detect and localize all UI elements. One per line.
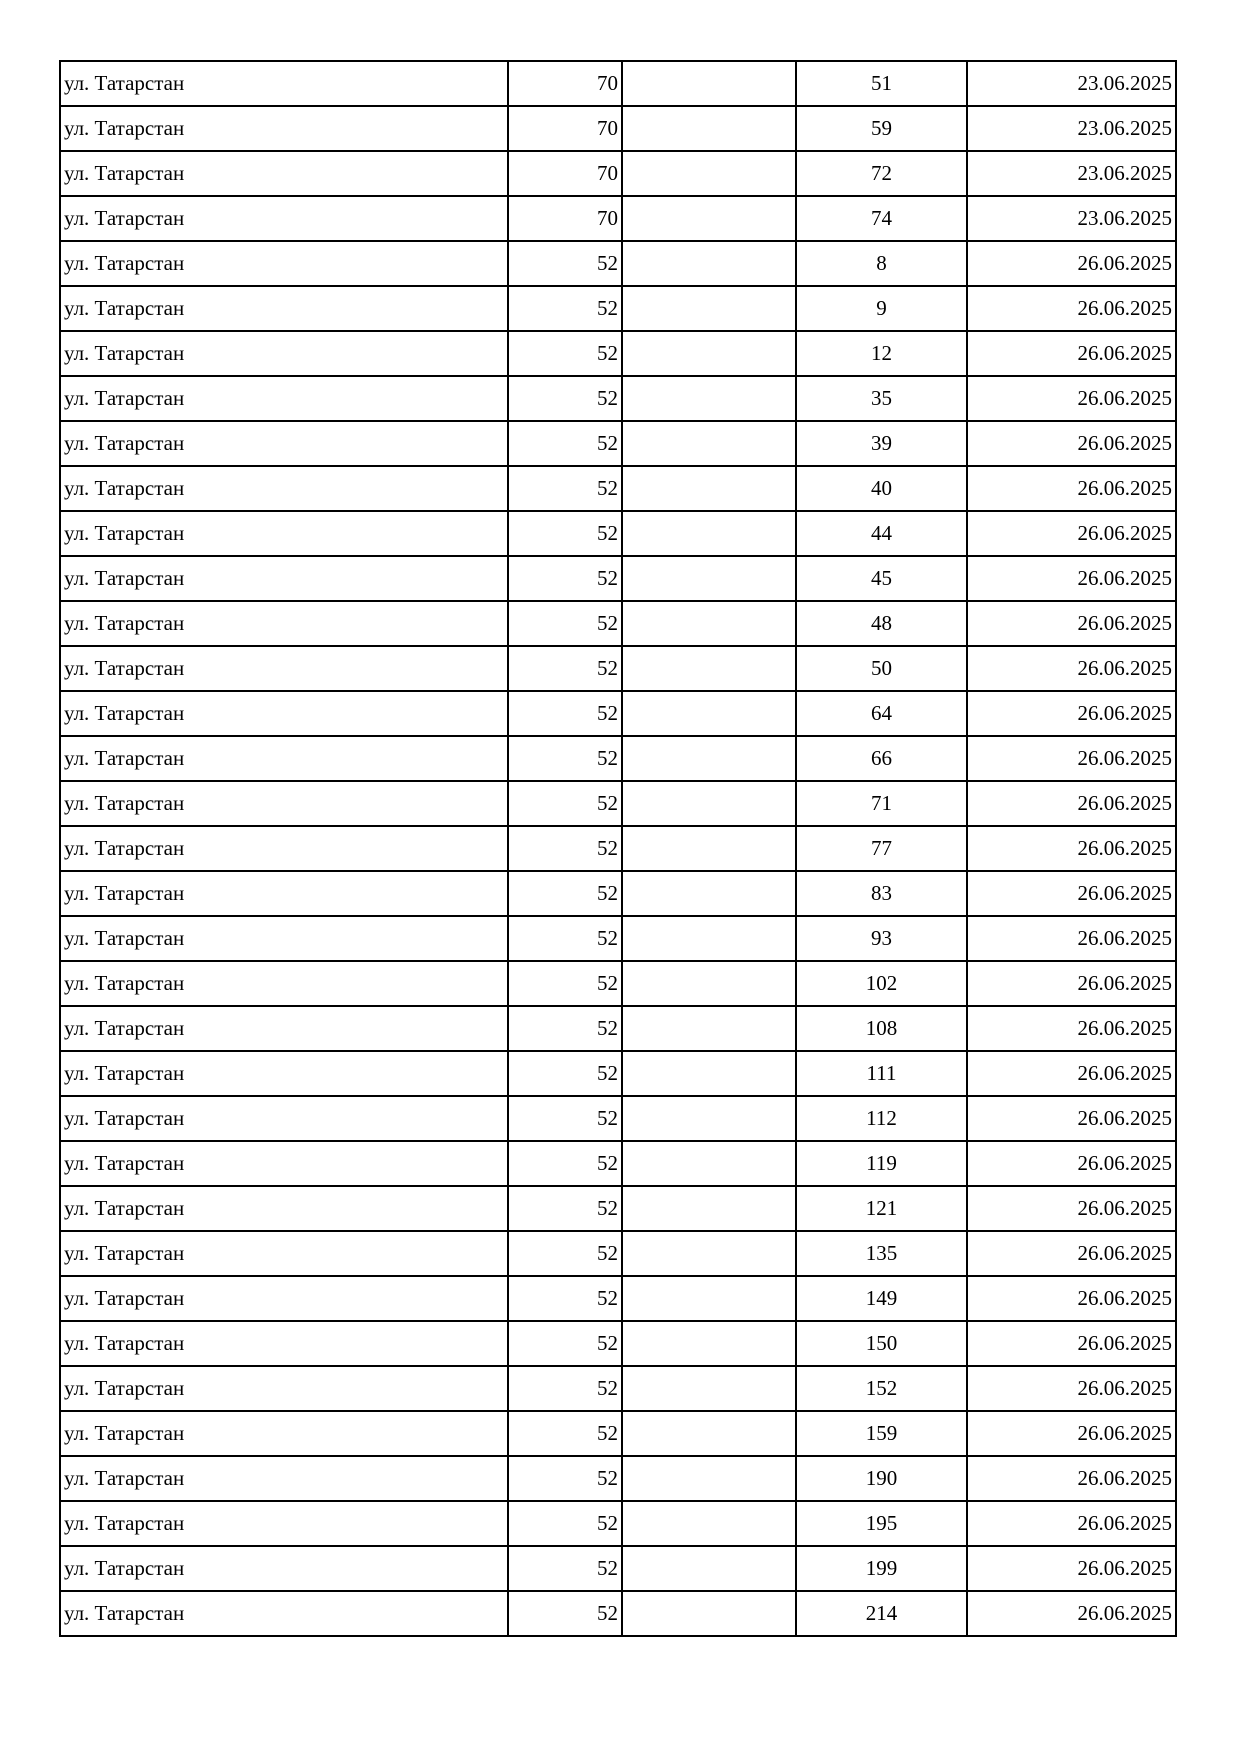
apartment-number-cell: 214 — [796, 1591, 967, 1636]
empty-cell — [622, 1591, 796, 1636]
apartment-number-cell: 39 — [796, 421, 967, 466]
house-number-cell: 52 — [508, 961, 622, 1006]
table-row — [60, 1231, 1176, 1276]
apartment-number-cell: 83 — [796, 871, 967, 916]
date-cell: 26.06.2025 — [967, 1141, 1176, 1186]
street-cell: ул. Татарстан — [60, 1366, 508, 1411]
house-number-cell: 52 — [508, 646, 622, 691]
house-number-cell: 52 — [508, 1366, 622, 1411]
street-cell: ул. Татарстан — [60, 511, 508, 556]
date-cell: 26.06.2025 — [967, 1501, 1176, 1546]
apartment-number-cell: 59 — [796, 106, 967, 151]
date-cell: 26.06.2025 — [967, 1591, 1176, 1636]
house-number-cell: 70 — [508, 61, 622, 106]
street-cell: ул. Татарстан — [60, 1051, 508, 1096]
date-cell: 26.06.2025 — [967, 421, 1176, 466]
empty-cell — [622, 421, 796, 466]
table-row — [60, 556, 1176, 601]
date-cell: 26.06.2025 — [967, 466, 1176, 511]
apartment-number-cell: 40 — [796, 466, 967, 511]
empty-cell — [622, 826, 796, 871]
empty-cell — [622, 1546, 796, 1591]
table-row — [60, 1006, 1176, 1051]
apartment-number-cell: 66 — [796, 736, 967, 781]
street-cell: ул. Татарстан — [60, 1006, 508, 1051]
date-cell: 26.06.2025 — [967, 646, 1176, 691]
house-number-cell: 52 — [508, 1051, 622, 1096]
table-row — [60, 781, 1176, 826]
table-row — [60, 646, 1176, 691]
date-cell: 26.06.2025 — [967, 556, 1176, 601]
address-table-body — [60, 61, 1176, 1636]
apartment-number-cell: 44 — [796, 511, 967, 556]
empty-cell — [622, 1366, 796, 1411]
date-cell: 26.06.2025 — [967, 1321, 1176, 1366]
table-row — [60, 1501, 1176, 1546]
table-row — [60, 826, 1176, 871]
house-number-cell: 52 — [508, 1321, 622, 1366]
house-number-cell: 52 — [508, 1186, 622, 1231]
house-number-cell: 52 — [508, 1231, 622, 1276]
table-row — [60, 1096, 1176, 1141]
date-cell: 26.06.2025 — [967, 1411, 1176, 1456]
empty-cell — [622, 736, 796, 781]
empty-cell — [622, 61, 796, 106]
empty-cell — [622, 196, 796, 241]
empty-cell — [622, 1186, 796, 1231]
street-cell: ул. Татарстан — [60, 1321, 508, 1366]
date-cell: 23.06.2025 — [967, 61, 1176, 106]
apartment-number-cell: 195 — [796, 1501, 967, 1546]
table-row — [60, 151, 1176, 196]
street-cell: ул. Татарстан — [60, 826, 508, 871]
empty-cell — [622, 376, 796, 421]
apartment-number-cell: 9 — [796, 286, 967, 331]
street-cell: ул. Татарстан — [60, 106, 508, 151]
street-cell: ул. Татарстан — [60, 601, 508, 646]
apartment-number-cell: 45 — [796, 556, 967, 601]
date-cell: 26.06.2025 — [967, 1006, 1176, 1051]
street-cell: ул. Татарстан — [60, 556, 508, 601]
house-number-cell: 52 — [508, 871, 622, 916]
house-number-cell: 52 — [508, 916, 622, 961]
house-number-cell: 52 — [508, 241, 622, 286]
date-cell: 26.06.2025 — [967, 781, 1176, 826]
house-number-cell: 52 — [508, 511, 622, 556]
table-row — [60, 961, 1176, 1006]
apartment-number-cell: 112 — [796, 1096, 967, 1141]
table-row — [60, 736, 1176, 781]
street-cell: ул. Татарстан — [60, 916, 508, 961]
table-row — [60, 331, 1176, 376]
date-cell: 26.06.2025 — [967, 1231, 1176, 1276]
date-cell: 26.06.2025 — [967, 961, 1176, 1006]
date-cell: 23.06.2025 — [967, 151, 1176, 196]
table-row — [60, 1186, 1176, 1231]
date-cell: 26.06.2025 — [967, 1096, 1176, 1141]
table-row — [60, 1321, 1176, 1366]
house-number-cell: 52 — [508, 556, 622, 601]
apartment-number-cell: 190 — [796, 1456, 967, 1501]
date-cell: 26.06.2025 — [967, 1366, 1176, 1411]
house-number-cell: 70 — [508, 106, 622, 151]
apartment-number-cell: 12 — [796, 331, 967, 376]
street-cell: ул. Татарстан — [60, 1231, 508, 1276]
house-number-cell: 52 — [508, 691, 622, 736]
date-cell: 26.06.2025 — [967, 916, 1176, 961]
date-cell: 23.06.2025 — [967, 196, 1176, 241]
empty-cell — [622, 1006, 796, 1051]
house-number-cell: 52 — [508, 1141, 622, 1186]
street-cell: ул. Татарстан — [60, 1501, 508, 1546]
date-cell: 26.06.2025 — [967, 1276, 1176, 1321]
empty-cell — [622, 871, 796, 916]
empty-cell — [622, 466, 796, 511]
table-row — [60, 1591, 1176, 1636]
table-row — [60, 601, 1176, 646]
street-cell: ул. Татарстан — [60, 1186, 508, 1231]
empty-cell — [622, 961, 796, 1006]
apartment-number-cell: 159 — [796, 1411, 967, 1456]
street-cell: ул. Татарстан — [60, 871, 508, 916]
date-cell: 26.06.2025 — [967, 1546, 1176, 1591]
street-cell: ул. Татарстан — [60, 1276, 508, 1321]
table-row — [60, 61, 1176, 106]
house-number-cell: 52 — [508, 736, 622, 781]
date-cell: 26.06.2025 — [967, 1456, 1176, 1501]
empty-cell — [622, 286, 796, 331]
house-number-cell: 52 — [508, 1276, 622, 1321]
apartment-number-cell: 50 — [796, 646, 967, 691]
table-row — [60, 376, 1176, 421]
empty-cell — [622, 511, 796, 556]
date-cell: 26.06.2025 — [967, 376, 1176, 421]
empty-cell — [622, 1276, 796, 1321]
house-number-cell: 52 — [508, 1456, 622, 1501]
apartment-number-cell: 72 — [796, 151, 967, 196]
apartment-number-cell: 64 — [796, 691, 967, 736]
empty-cell — [622, 1096, 796, 1141]
date-cell: 26.06.2025 — [967, 511, 1176, 556]
date-cell: 26.06.2025 — [967, 871, 1176, 916]
house-number-cell: 52 — [508, 466, 622, 511]
house-number-cell: 70 — [508, 196, 622, 241]
table-row — [60, 106, 1176, 151]
empty-cell — [622, 331, 796, 376]
apartment-number-cell: 71 — [796, 781, 967, 826]
empty-cell — [622, 1411, 796, 1456]
document-page — [59, 60, 1175, 1637]
date-cell: 26.06.2025 — [967, 1051, 1176, 1096]
street-cell: ул. Татарстан — [60, 421, 508, 466]
empty-cell — [622, 1051, 796, 1096]
table-row — [60, 1411, 1176, 1456]
table-row — [60, 1456, 1176, 1501]
date-cell: 26.06.2025 — [967, 1186, 1176, 1231]
table-row — [60, 466, 1176, 511]
apartment-number-cell: 121 — [796, 1186, 967, 1231]
apartment-number-cell: 150 — [796, 1321, 967, 1366]
street-cell: ул. Татарстан — [60, 61, 508, 106]
table-row — [60, 916, 1176, 961]
street-cell: ул. Татарстан — [60, 196, 508, 241]
empty-cell — [622, 241, 796, 286]
table-row — [60, 421, 1176, 466]
apartment-number-cell: 119 — [796, 1141, 967, 1186]
empty-cell — [622, 151, 796, 196]
empty-cell — [622, 646, 796, 691]
street-cell: ул. Татарстан — [60, 1591, 508, 1636]
apartment-number-cell: 135 — [796, 1231, 967, 1276]
apartment-number-cell: 77 — [796, 826, 967, 871]
apartment-number-cell: 48 — [796, 601, 967, 646]
apartment-number-cell: 93 — [796, 916, 967, 961]
date-cell: 26.06.2025 — [967, 826, 1176, 871]
street-cell: ул. Татарстан — [60, 1456, 508, 1501]
house-number-cell: 52 — [508, 1501, 622, 1546]
street-cell: ул. Татарстан — [60, 781, 508, 826]
apartment-number-cell: 149 — [796, 1276, 967, 1321]
table-row — [60, 1051, 1176, 1096]
house-number-cell: 52 — [508, 376, 622, 421]
empty-cell — [622, 556, 796, 601]
house-number-cell: 52 — [508, 601, 622, 646]
street-cell: ул. Татарстан — [60, 286, 508, 331]
street-cell: ул. Татарстан — [60, 1546, 508, 1591]
date-cell: 26.06.2025 — [967, 691, 1176, 736]
house-number-cell: 52 — [508, 1546, 622, 1591]
street-cell: ул. Татарстан — [60, 961, 508, 1006]
date-cell: 23.06.2025 — [967, 106, 1176, 151]
street-cell: ул. Татарстан — [60, 691, 508, 736]
apartment-number-cell: 152 — [796, 1366, 967, 1411]
apartment-number-cell: 35 — [796, 376, 967, 421]
empty-cell — [622, 1231, 796, 1276]
table-row — [60, 1366, 1176, 1411]
date-cell: 26.06.2025 — [967, 331, 1176, 376]
house-number-cell: 52 — [508, 781, 622, 826]
apartment-number-cell: 8 — [796, 241, 967, 286]
table-row — [60, 511, 1176, 556]
empty-cell — [622, 916, 796, 961]
apartment-number-cell: 102 — [796, 961, 967, 1006]
table-row — [60, 241, 1176, 286]
street-cell: ул. Татарстан — [60, 151, 508, 196]
table-row — [60, 286, 1176, 331]
house-number-cell: 52 — [508, 826, 622, 871]
empty-cell — [622, 1456, 796, 1501]
apartment-number-cell: 74 — [796, 196, 967, 241]
table-row — [60, 1546, 1176, 1591]
house-number-cell: 52 — [508, 331, 622, 376]
street-cell: ул. Татарстан — [60, 331, 508, 376]
date-cell: 26.06.2025 — [967, 601, 1176, 646]
date-cell: 26.06.2025 — [967, 736, 1176, 781]
table-row — [60, 871, 1176, 916]
street-cell: ул. Татарстан — [60, 466, 508, 511]
house-number-cell: 52 — [508, 1096, 622, 1141]
house-number-cell: 70 — [508, 151, 622, 196]
street-cell: ул. Татарстан — [60, 1096, 508, 1141]
house-number-cell: 52 — [508, 421, 622, 466]
date-cell: 26.06.2025 — [967, 241, 1176, 286]
table-row — [60, 691, 1176, 736]
street-cell: ул. Татарстан — [60, 241, 508, 286]
apartment-number-cell: 111 — [796, 1051, 967, 1096]
empty-cell — [622, 691, 796, 736]
table-row — [60, 196, 1176, 241]
empty-cell — [622, 1141, 796, 1186]
apartment-number-cell: 51 — [796, 61, 967, 106]
address-table — [59, 60, 1177, 1637]
street-cell: ул. Татарстан — [60, 376, 508, 421]
date-cell: 26.06.2025 — [967, 286, 1176, 331]
house-number-cell: 52 — [508, 1591, 622, 1636]
empty-cell — [622, 781, 796, 826]
apartment-number-cell: 199 — [796, 1546, 967, 1591]
empty-cell — [622, 1321, 796, 1366]
empty-cell — [622, 601, 796, 646]
table-row — [60, 1141, 1176, 1186]
street-cell: ул. Татарстан — [60, 1411, 508, 1456]
empty-cell — [622, 106, 796, 151]
street-cell: ул. Татарстан — [60, 1141, 508, 1186]
table-row — [60, 1276, 1176, 1321]
street-cell: ул. Татарстан — [60, 646, 508, 691]
house-number-cell: 52 — [508, 1411, 622, 1456]
empty-cell — [622, 1501, 796, 1546]
house-number-cell: 52 — [508, 1006, 622, 1051]
house-number-cell: 52 — [508, 286, 622, 331]
street-cell: ул. Татарстан — [60, 736, 508, 781]
apartment-number-cell: 108 — [796, 1006, 967, 1051]
